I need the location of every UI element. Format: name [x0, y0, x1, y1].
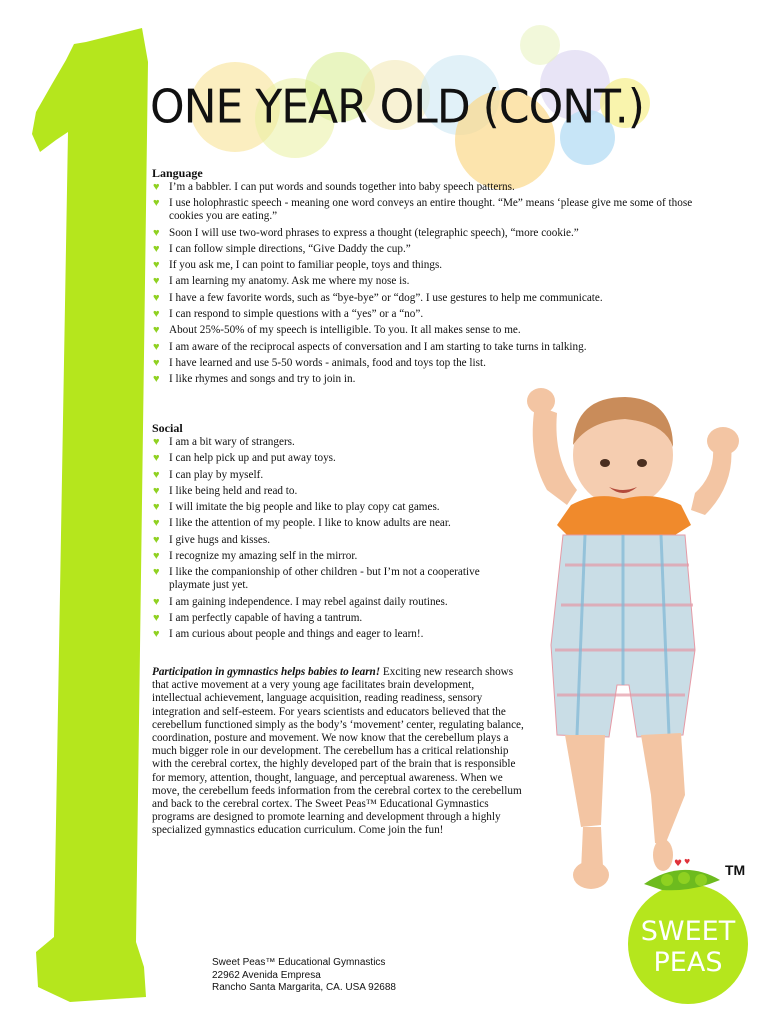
heart-bullet-icon: ♥	[153, 242, 160, 255]
social-heading: Social	[152, 421, 183, 435]
heart-bullet-icon: ♥	[153, 517, 160, 530]
language-list	[152, 181, 712, 390]
list-item: ♥ I have learned and use 5-50 words - animals, food and toys top the list.	[153, 356, 486, 369]
heart-bullet-icon: ♥	[153, 452, 160, 465]
heart-bullet-icon: ♥	[153, 259, 160, 272]
language-heading: Language	[152, 166, 203, 180]
heart-bullet-icon: ♥	[153, 291, 160, 304]
heart-bullet-icon: ♥	[153, 611, 160, 624]
address-line: Rancho Santa Margarita, CA. USA 92688	[212, 982, 396, 993]
heart-bullet-icon: ♥	[153, 340, 160, 353]
list-item: ♥ I am aware of the reciprocal aspects of conversation and I am starting to take turns in talking.	[153, 340, 587, 353]
list-item: ♥ I’m a babbler. I can put words and sounds together into baby speech patterns.	[153, 181, 515, 193]
toddler-photo	[505, 375, 755, 900]
svg-text:♥: ♥	[674, 859, 683, 869]
heart-bullet-icon: ♥	[153, 566, 160, 579]
heart-bullet-icon: ♥	[153, 181, 160, 193]
svg-text:♥: ♥	[684, 858, 691, 866]
heart-bullet-icon: ♥	[153, 197, 160, 210]
list-item: ♥ I use holophrastic speech - meaning one word conveys an entire thought. “Me” means ‘please give me some of those cookies you are eating.”	[153, 197, 693, 223]
numeral-one-graphic	[30, 22, 150, 1002]
heart-bullet-icon: ♥	[153, 373, 160, 386]
heart-bullet-icon: ♥	[153, 501, 160, 514]
address-line: Sweet Peas™ Educational Gymnastics	[212, 957, 386, 968]
heart-bullet-icon: ♥	[153, 356, 160, 369]
list-item: ♥ I have a few favorite words, such as “bye-bye” or “dog”. I use gestures to help me communicate.	[153, 291, 603, 304]
page-title: ONE YEAR OLD (CONT.)	[150, 80, 644, 135]
list-item: ♥ I am a bit wary of strangers.	[153, 436, 295, 448]
heart-bullet-icon: ♥	[153, 484, 160, 497]
heart-bullet-icon: ♥	[153, 550, 160, 563]
list-item: ♥ I can play by myself.	[153, 468, 264, 481]
list-item: ♥ I will imitate the big people and like to play copy cat games.	[153, 501, 440, 514]
heart-bullet-icon: ♥	[153, 533, 160, 546]
list-item: ♥ I like being held and read to.	[153, 484, 298, 497]
list-item: ♥ I am gaining independence. I may rebel against daily routines.	[153, 595, 448, 608]
sweet-peas-logo	[622, 858, 752, 1008]
heart-bullet-icon: ♥	[153, 226, 160, 239]
list-item: ♥ I like the companionship of other children - but I’m not a cooperative playmate just yet.	[153, 566, 480, 592]
heart-bullet-icon: ♥	[153, 436, 160, 448]
list-item: ♥ I recognize my amazing self in the mirror.	[153, 550, 358, 563]
list-item: ♥ I give hugs and kisses.	[153, 533, 270, 546]
gymnastics-paragraph	[152, 666, 524, 838]
list-item: ♥ I am perfectly capable of having a tantrum.	[153, 611, 363, 624]
heart-bullet-icon: ♥	[153, 324, 160, 337]
heart-bullet-icon: ♥	[153, 275, 160, 288]
list-item: ♥ I like the attention of my people. I like to know adults are near.	[153, 517, 451, 530]
paragraph-lead: Participation in gymnastics helps babies to learn!	[152, 666, 381, 678]
list-item: ♥ Soon I will use two-word phrases to express a thought (telegraphic speech), “more cookie.”	[153, 226, 579, 239]
social-list	[152, 436, 497, 645]
list-item: ♥ I am curious about people and things and eager to learn!.	[153, 628, 424, 641]
heart-bullet-icon: ♥	[153, 595, 160, 608]
address-line: 22962 Avenida Empresa	[212, 969, 321, 981]
list-item: ♥ About 25%-50% of my speech is intelligible. To you. It all makes sense to me.	[153, 324, 521, 337]
heart-bullet-icon: ♥	[153, 628, 160, 641]
list-item: ♥ I am learning my anatomy. Ask me where my nose is.	[153, 275, 410, 288]
list-item: ♥ I like rhymes and songs and try to join in.	[153, 373, 356, 386]
address-block	[212, 957, 396, 995]
paragraph-body: Exciting new research shows that active movement at a very young age facilitates brain development, intellectual achievement, language acquisition, reading readiness, sensory integration and self-esteem. For years scientists and educators believed that the cerebellum functioned simply as the body’s ‘movement’ center, regulating balance, coordination, posture and movement. We now know that the cerebellum plays a much bigger role in our development. The cerebellum has a critical relationship with the cerebral cortex, the highly developed part of the brain that is responsible for memory, attention, thought, language, and perceptual awareness. When we move, the cerebellum feeds information from the cerebral cortex to the cerebellum and back to the cerebral cortex. The Sweet Peas™ Educational Gymnastics programs are designed to promote learning and development through a highly specialized gymnastics education curriculum. Come join the fun!	[152, 666, 524, 837]
logo-word-peas: PEAS	[653, 947, 723, 978]
list-item: ♥ I can respond to simple questions with a “yes” or a “no”.	[153, 308, 424, 321]
list-item: ♥ I can follow simple directions, “Give Daddy the cup.”	[153, 242, 411, 255]
heart-bullet-icon: ♥	[153, 468, 160, 481]
list-item: ♥ If you ask me, I can point to familiar people, toys and things.	[153, 259, 443, 272]
logo-word-sweet: SWEET	[640, 916, 736, 947]
list-item: ♥ I can help pick up and put away toys.	[153, 452, 336, 465]
heart-bullet-icon: ♥	[153, 308, 160, 321]
trademark-mark: TM	[725, 862, 746, 878]
